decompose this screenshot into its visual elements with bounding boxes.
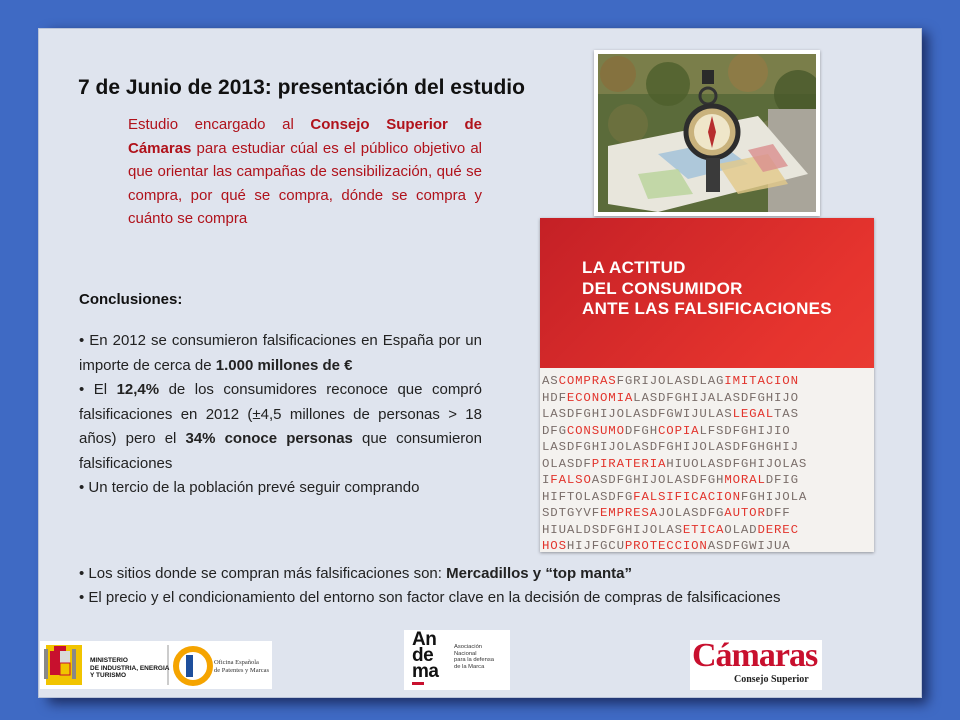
grid-letters: FGHIJOLA: [740, 489, 808, 504]
andema-text: Asociación: [454, 644, 483, 650]
intro-paragraph: Estudio encargado al Consejo Superior de Cámaras para estudiar cúal es el público objetivo al que orientar las campañas de sensibilización, qué se compra, por qué se compra, dónde se compra y cuánto se compra: [128, 116, 482, 227]
grid-word-highlight: PIRATERIA: [591, 456, 667, 471]
grid-letters: HIJFGCU: [566, 539, 625, 552]
grid-letters: FGRIJOLASDLAG: [616, 374, 725, 388]
grid-letters: HDF: [542, 390, 567, 405]
grid-letters: LASDFGHIJALASDFGHIJO: [633, 390, 799, 405]
grid-letters: DFIG: [765, 473, 799, 487]
ministerio-oepm-logo: [40, 641, 272, 689]
bottom-list: [79, 562, 892, 610]
grid-letters: OLASDF: [542, 456, 592, 471]
compass-map-photo: [594, 50, 820, 216]
ministerio-text: DE INDUSTRIA, ENERGIA: [90, 664, 170, 672]
list-item: • Los sitios donde se compran más falsificaciones son: Mercadillos y “top manta”: [79, 565, 632, 582]
grid-letters: TAS: [774, 407, 799, 421]
grid-row: [540, 523, 874, 538]
camaras-wordmark: Cámaras: [692, 637, 818, 674]
grid-letters: DFGH: [624, 423, 659, 438]
grid-row: [540, 539, 874, 552]
grid-letters: HIUALDSDFGHIJOLAS: [542, 522, 683, 537]
grid-row: [540, 424, 874, 439]
report-cover: [540, 218, 874, 552]
grid-letters: AS: [542, 374, 559, 388]
grid-letters: HIUOLASDFGHIJOLAS: [666, 456, 808, 471]
grid-word-highlight: MORAL: [724, 473, 766, 487]
grid-letters: HIFTOLASDFG: [542, 489, 634, 504]
grid-letters: LASDFGHIJOLASDFGHIJOLASDFGHGHIJ: [542, 440, 799, 454]
grid-letters: LASDFGHIJOLASDFGWIJULAS: [542, 407, 733, 421]
grid-row: [540, 490, 874, 505]
list-item: • El 12,4% de los consumidores reconoce que compró falsificaciones en 2012 (±4,5 millones de personas > 18 años) pero el 34% conoce personas que consumieron falsificaciones: [79, 381, 482, 472]
grid-row: [540, 457, 874, 472]
grid-word-highlight: HOS: [542, 539, 567, 552]
grid-letters: DFG: [542, 423, 567, 438]
grid-letters: SDTGYVF: [542, 506, 600, 520]
grid-letters: LFSDFGHIJIO: [699, 423, 791, 438]
cover-title: [582, 258, 832, 320]
conclusions-list: [79, 329, 482, 501]
page-title: 7 de Junio de 2013: presentación del estudio: [78, 76, 525, 99]
andema-text: de la Marca: [454, 663, 485, 670]
grid-word-highlight: FALSO: [550, 473, 592, 487]
oepm-text: Oficina Española: [214, 659, 259, 666]
andema-mark: ma: [412, 661, 439, 682]
andema-text: Nacional: [454, 650, 477, 657]
camaras-subtitle: Consejo Superior: [734, 674, 809, 685]
cover-title-line: ANTE LAS FALSIFICACIONES: [582, 299, 832, 318]
grid-word-highlight: ECONOMIA: [566, 390, 634, 405]
grid-row: [540, 407, 874, 422]
andema-text: para la defensa: [454, 657, 494, 664]
grid-word-highlight: FALSIFICACION: [633, 489, 741, 504]
grid-word-highlight: DEREC: [757, 522, 799, 537]
cover-title-line: LA ACTITUD: [582, 258, 686, 277]
grid-word-highlight: LEGAL: [732, 407, 775, 421]
grid-letters: DFF: [765, 506, 791, 520]
grid-word-highlight: ETICA: [682, 522, 725, 537]
grid-row: [540, 374, 874, 389]
grid-letters: ASDFGWIJUA: [707, 539, 791, 552]
grid-word-highlight: PROTECCION: [624, 539, 708, 552]
andema-mark: An: [412, 629, 437, 650]
list-item: • El precio y el condicionamiento del entorno son factor clave en la decisión de compras de falsificaciones: [79, 589, 781, 606]
grid-letters: JOLASDFG: [658, 506, 725, 520]
list-item: • En 2012 se consumieron falsificaciones en España por un importe de cerca de 1.000 millones de €: [79, 332, 482, 374]
ministerio-text: MINISTERIO: [90, 657, 128, 664]
cover-title-line: DEL CONSUMIDOR: [582, 278, 743, 298]
list-item: • Un tercio de la población prevé seguir comprando: [79, 479, 420, 496]
grid-word-highlight: COMPRAS: [558, 374, 617, 388]
grid-row: [540, 391, 874, 406]
grid-row: [540, 440, 874, 455]
camaras-logo: [690, 637, 822, 690]
grid-word-highlight: AUTOR: [724, 506, 766, 520]
grid-word-highlight: EMPRESA: [600, 506, 658, 520]
grid-word-highlight: COPIA: [658, 423, 700, 438]
andema-mark: de: [412, 645, 434, 666]
grid-word-highlight: CONSUMO: [566, 423, 625, 438]
grid-letters: ASDFGHIJOLASDFGH: [591, 473, 725, 487]
conclusions-heading: Conclusiones:: [79, 291, 183, 308]
compass-photo-illustration: [598, 54, 816, 212]
oepm-text: de Patentes y Marcas: [214, 667, 270, 674]
andema-logo: [404, 630, 510, 690]
grid-word-highlight: IMITACION: [724, 374, 799, 388]
grid-row: [540, 473, 874, 488]
grid-row: [540, 506, 874, 521]
grid-letters: OLAD: [724, 522, 758, 537]
andema-accent: [412, 682, 424, 685]
grid-letters: I: [542, 473, 551, 487]
ministerio-text: Y TURISMO: [90, 672, 126, 680]
word-search-grid: [540, 368, 874, 552]
